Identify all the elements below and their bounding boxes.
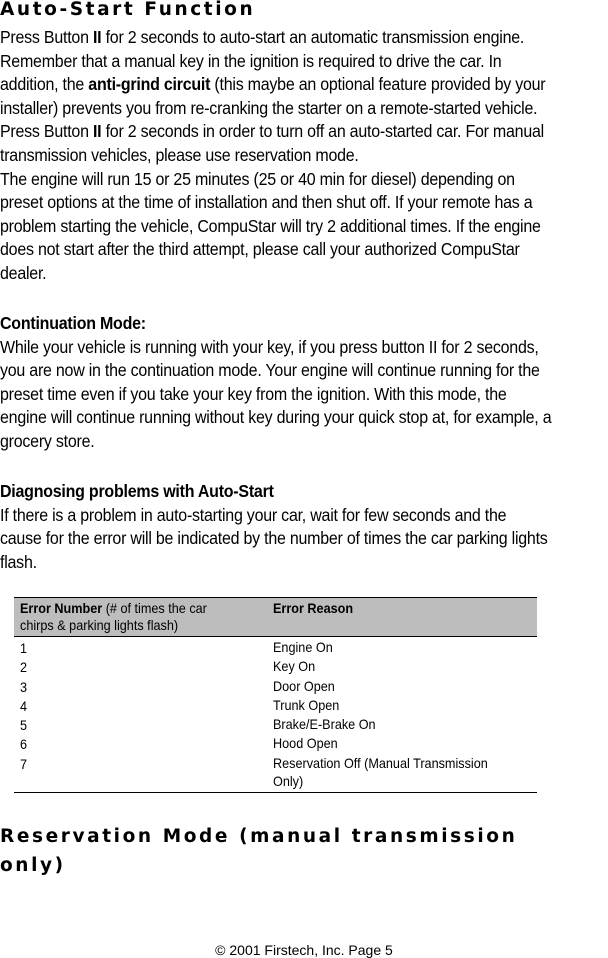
text-line: engine will continue running without key during your quick stop at, for example, a (0, 407, 552, 428)
diagnosing-heading: Diagnosing problems with Auto-Start (0, 481, 274, 501)
text-line: flash. (0, 551, 37, 572)
text-line: preset time even if you take your key from the ignition. With this mode, the (0, 383, 507, 404)
text-line: preset options at the time of installation and then shut off. If your remote has a (0, 192, 533, 213)
continuation-section (0, 312, 567, 454)
error-code-table (14, 597, 537, 793)
continuation-text (0, 336, 567, 454)
text-line: you are now in the continuation mode. Your engine will continue running for the (0, 360, 540, 381)
diagnosing-text (0, 504, 567, 575)
error-reason-cell: Hood Open (273, 736, 338, 752)
section-title-auto-start: Auto-Start Function (0, 0, 256, 20)
text-line: grocery store. (0, 430, 95, 451)
page-footer: © 2001 Firstech, Inc. Page 5 (215, 942, 393, 958)
error-number-cell: 3 (20, 679, 28, 695)
error-number-cell: 5 (20, 718, 28, 734)
table-row (14, 716, 537, 735)
error-number-cell: 7 (14, 755, 267, 793)
section-title-reservation-mode: Reservation Mode (manual transmission only) (0, 826, 518, 876)
error-number-cell: 4 (20, 698, 28, 714)
text-line: Remember that a manual key in the ignition is required to drive the car. In (0, 50, 502, 71)
error-reason-cell: Brake/E-Brake On (273, 717, 376, 733)
error-reason-cell: Door Open (273, 678, 335, 694)
table-row (14, 637, 537, 659)
error-number-cell: 6 (20, 737, 28, 753)
text-line: problem starting the vehicle, CompuStar will try 2 additional times. If the engine (0, 215, 541, 236)
text-line: While your vehicle is running with your key, if you press button II for 2 seconds, (0, 336, 539, 357)
error-number-cell: 2 (20, 660, 28, 676)
text-line: installer) prevents you from re-cranking the starter on a remote-started vehicle. (0, 97, 538, 118)
column-header-error-reason: Error Reason (267, 598, 537, 637)
text-line: Press Button II for 2 seconds to auto-start an automatic transmission engine. (0, 27, 525, 47)
table-row (14, 697, 537, 716)
text-line: dealer. (0, 262, 47, 283)
text-line: transmission vehicles, please use reservation mode. (0, 144, 359, 165)
table-row (14, 658, 537, 677)
error-reason-cell: Reservation Off (Manual Transmission Only) (267, 755, 537, 793)
error-reason-cell: Trunk Open (273, 697, 340, 713)
text-line: does not start after the third attempt, please call your authorized CompuStar (0, 239, 520, 260)
error-reason-cell: Key On (273, 659, 316, 675)
column-header-error-number: Error Number (# of times the car chirps & parking lights flash) (14, 598, 267, 637)
auto-start-paragraph (0, 26, 567, 286)
text-line: The engine will run 15 or 25 minutes (25 or 40 min for diesel) depending on (0, 168, 515, 189)
continuation-heading: Continuation Mode: (0, 313, 146, 333)
table-header-row (14, 598, 537, 637)
text-line: addition, the anti-grind circuit (this maybe an optional feature provided by your (0, 74, 546, 95)
diagnosing-section (0, 480, 567, 574)
error-reason-cell: Engine On (273, 640, 333, 655)
table-row (14, 678, 537, 697)
error-number-cell: 1 (20, 641, 28, 656)
text-line: Press Button II for 2 seconds in order to turn off an auto-started car. For manual (0, 121, 544, 142)
table-row (14, 755, 537, 793)
table-row (14, 735, 537, 754)
text-line: If there is a problem in auto-starting your car, wait for few seconds and the (0, 504, 507, 525)
text-line: cause for the error will be indicated by the number of times the car parking lights (0, 528, 548, 549)
